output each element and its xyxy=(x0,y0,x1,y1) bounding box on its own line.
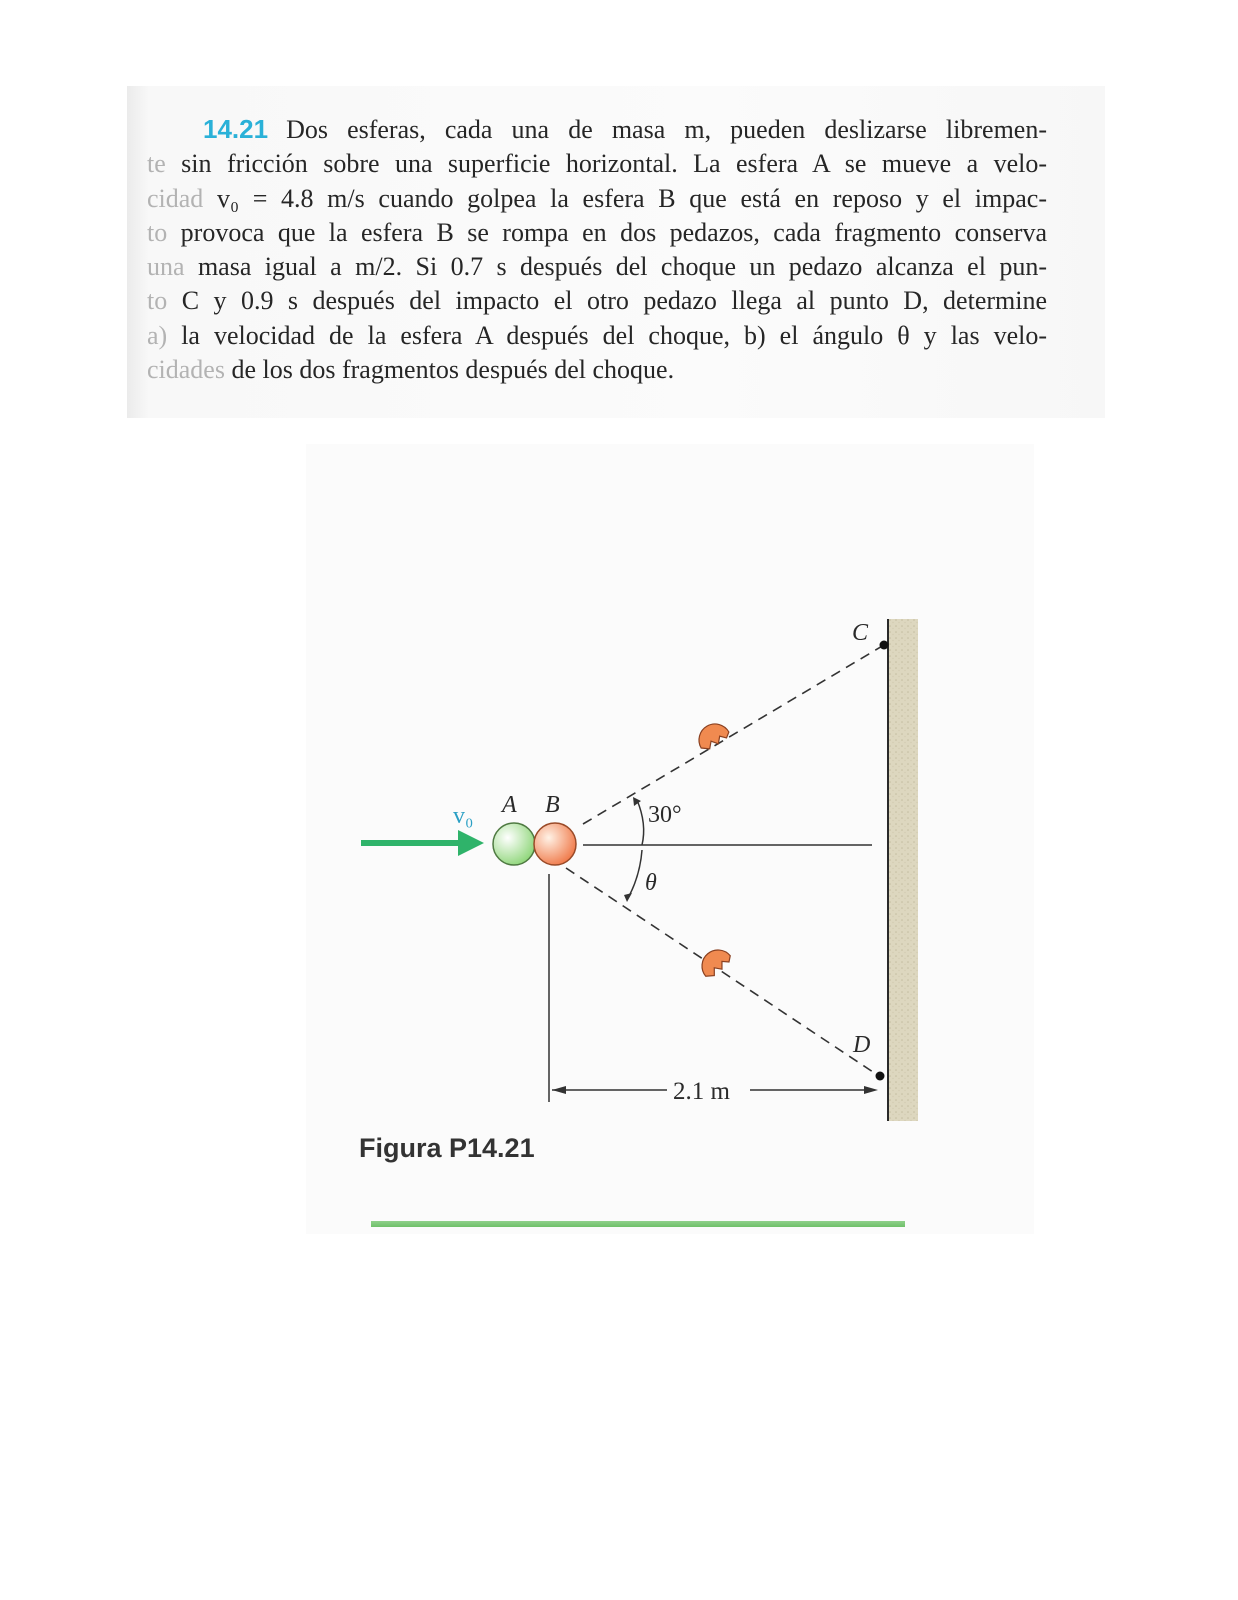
problem-line-8: cidades de los dos fragmentos después del choque. xyxy=(147,355,675,385)
wall xyxy=(888,619,918,1121)
figure-caption: Figura P14.21 xyxy=(359,1133,535,1163)
label-c: C xyxy=(852,620,869,646)
fragment-upper xyxy=(693,718,731,752)
problem-number: 14.21 xyxy=(203,114,269,144)
velocity-arrow-head xyxy=(458,830,484,856)
point-c xyxy=(880,641,889,650)
trajectory-to-c xyxy=(583,645,884,824)
problem-line-4: to provoca que la esfera B se rompa en dos pedazos, cada fragmento conserva xyxy=(147,217,1047,247)
angle-arc-30-arrow xyxy=(633,797,641,806)
dimension-arrow-right xyxy=(864,1086,878,1094)
problem-line-3: cidad v₀ = 4.8 m/s cuando golpea la esfera B que está en reposo y el impac- xyxy=(147,183,1047,213)
problem-line-6: to C y 0.9 s después del impacto el otro pedazo llega al punto D, determine xyxy=(147,286,1047,316)
point-d xyxy=(876,1072,885,1081)
angle-arc-theta xyxy=(628,850,642,898)
problem-line-5: una masa igual a m/2. Si 0.7 s después del choque un pedazo alcanza el pun- xyxy=(147,252,1047,282)
problem-line-1: 14.21 Dos esferas, cada una de masa m, pueden deslizarse libremen- xyxy=(203,114,1047,144)
angle-arc-30 xyxy=(637,800,644,845)
problem-line-7: a) la velocidad de la esfera A después del choque, b) el ángulo θ y las velo- xyxy=(147,320,1047,350)
angle-arc-theta-arrow xyxy=(624,893,632,902)
sphere-a xyxy=(493,823,535,865)
sphere-b xyxy=(534,823,576,865)
label-a: A xyxy=(502,792,517,818)
problem-line-2: te sin fricción sobre una superficie horizontal. La esfera A se mueve a velo- xyxy=(147,149,1047,179)
label-b: B xyxy=(545,792,560,818)
label-theta: θ xyxy=(645,870,657,896)
trajectory-to-d xyxy=(566,868,876,1074)
green-divider xyxy=(371,1221,905,1227)
label-angle-30: 30° xyxy=(648,802,682,828)
label-distance: 2.1 m xyxy=(673,1078,730,1105)
label-v0: v₀ xyxy=(453,803,474,829)
label-d: D xyxy=(853,1032,871,1058)
dimension-arrow-left xyxy=(552,1086,566,1094)
